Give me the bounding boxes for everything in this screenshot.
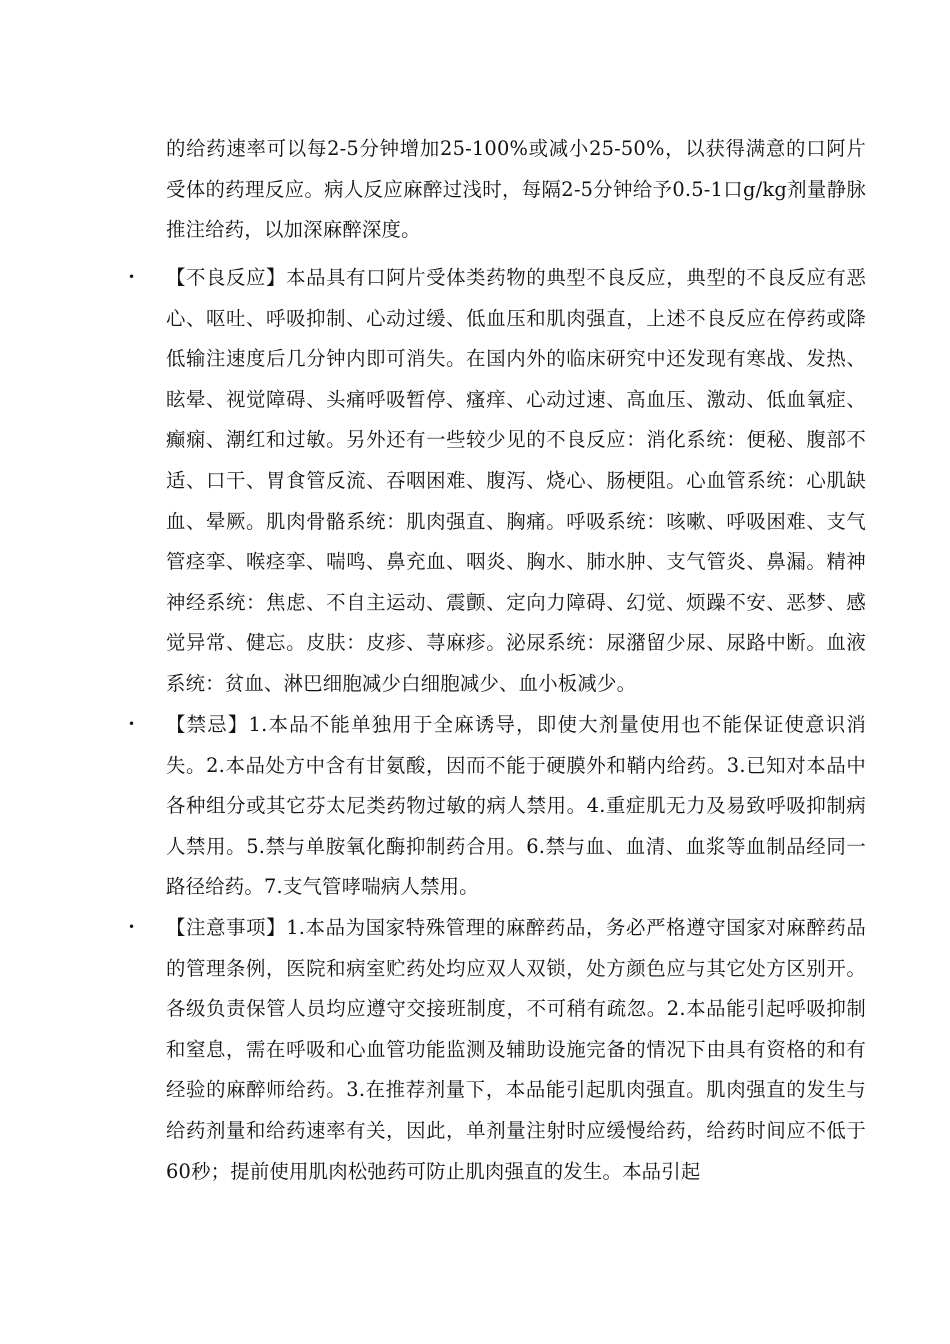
adverse-reactions-paragraph: 【不良反应】本品具有口阿片受体类药物的典型不良反应，典型的不良反应有恶心、呕吐、呼吸抑制、心动过缓、低血压和肌肉强直，上述不良反应在停药或降低输注速度后几分钟内即可消失。在国内外的临床研究中还发现有寒战、发热、眩晕、视觉障碍、头痛呼吸暂停、瘙痒、心动过速、高血压、激动、低血氧症、癫痫、潮红和过敏。另外还有一些较少见的不良反应：消化系统：便秘、腹部不适、口干、胃食管反流、吞咽困难、腹泻、烧心、肠梗阻。心血管系统：心肌缺血、晕厥。肌肉骨骼系统：肌肉强直、胸痛。呼吸系统：咳嗽、呼吸困难、支气管痉挛、喉痉挛、喘鸣、鼻充血、咽炎、胸水、肺水肿、支气管炎、鼻漏。精神神经系统：焦虑、不自主运动、震颤、定向力障碍、幻觉、烦躁不安、恶梦、感觉异常、健忘。皮肤：皮疹、荨麻疹。泌尿系统：尿潴留少尿、尿路中断。血液系统：贫血、淋巴细胞减少白细胞减少、血小板减少。 [166, 266, 866, 695]
continuation-paragraph: 的给药速率可以每2-5分钟增加25-100%或减小25-50%，以获得满意的口阿片受体的药理反应。病人反应麻醉过浅时，每隔2-5分钟给予0.5-1口g/kg剂量静脉推注给药，以加深麻醉深度。 [166, 137, 866, 242]
precautions-paragraph: 【注意事项】1.本品为国家特殊管理的麻醉药品，务必严格遵守国家对麻醉药品的管理条例，医院和病室贮药处均应双人双锁，处方颜色应与其它处方区别开。各级负责保管人员均应遵守交接班制度，不可稍有疏忽。2.本品能引起呼吸抑制和窒息，需在呼吸和心血管功能监测及辅助设施完备的情况下由具有资格的和有经验的麻醉师给药。3.在推荐剂量下，本品能引起肌肉强直。肌肉强直的发生与给药剂量和给药速率有关，因此，单剂量注射时应缓慢给药，给药时间应不低于60秒；提前使用肌肉松弛药可防止肌肉强直的发生。本品引起 [166, 916, 866, 1183]
bullet-marker: • [128, 920, 136, 934]
contraindications-paragraph: 【禁忌】1.本品不能单独用于全麻诱导，即使大剂量使用也不能保证使意识消失。2.本品处方中含有甘氨酸，因而不能于硬膜外和鞘内给药。3.已知对本品中各种组分或其它芬太尼类药物过敏的病人禁用。4.重症肌无力及易致呼吸抑制病人禁用。5.禁与单胺氧化酶抑制药合用。6.禁与血、血清、血浆等血制品经同一路径给药。7.支气管哮喘病人禁用。 [166, 713, 866, 899]
bullet-marker: • [128, 717, 136, 731]
bullet-marker: • [128, 270, 136, 284]
